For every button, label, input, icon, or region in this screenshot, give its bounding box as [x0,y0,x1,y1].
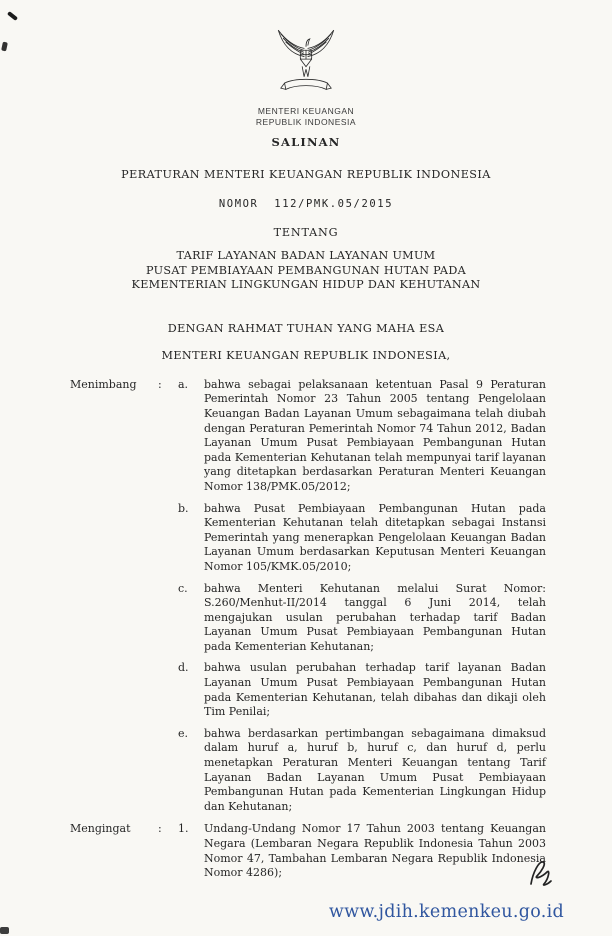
list-item-marker: a. [178,377,189,391]
issuer-line: MENTERI KEUANGAN REPUBLIK INDONESIA, [161,348,451,362]
list-item [178,378,546,495]
list-item-marker: 1. [178,822,189,836]
list-item [178,582,546,655]
letterhead [0,0,612,149]
menimbang-section [70,378,546,815]
mengingat-label: Mengingat [70,822,131,836]
list-item-text: bahwa berdasarkan pertimbangan sebagaimana dimaksud dalam huruf a, huruf b, huruf c, dan huruf d, perlu menetapkan Peraturan Menteri Keuangan tentang Tarif Layanan Badan Layanan Umum Pusat Pembiayaan Pembangunan Hutan pada Kementerian Lingkungan Hidup dan Kehutanan; [204,726,546,813]
regulation-subject [0,249,612,293]
list-item-marker: c. [178,581,188,595]
subject-line: PUSAT PEMBIAYAAN PEMBANGUNAN HUTAN PADA [146,263,466,277]
clause-colon: : [158,377,162,391]
ministry-country: REPUBLIK INDONESIA [255,117,357,127]
subject-line: TARIF LAYANAN BADAN LAYANAN UMUM [176,249,436,262]
list-item-marker: d. [178,661,189,675]
list-item-text: bahwa Menteri Kehutanan melalui Surat Nomor: S.260/Menhut-II/2014 tanggal 6 Juni 2014, telah mengajukan usulan perubahan terhadap tarif Badan Layanan Umum Pusat Pembiayaan Pembangunan Hutan pada Kementerian Kehutanan; [204,581,546,653]
preamble-clauses [0,378,612,881]
regulation-title: PERATURAN MENTERI KEUANGAN REPUBLIK INDONESIA [121,168,491,181]
title-block [0,168,612,362]
list-item [178,661,546,719]
list-item-text: bahwa usulan perubahan terhadap tarif layanan Badan Layanan Umum Pusat Pembiayaan Pembangunan Hutan pada Kementerian Kehutanan, telah dibahas dan dikaji oleh Tim Penilai; [204,661,546,719]
jdih-watermark-link[interactable]: www.jdih.kemenkeu.go.id [328,902,564,922]
list-item [178,822,546,880]
list-item [178,502,546,575]
ministry-name: MENTERI KEUANGAN [257,106,355,116]
tentang-label: TENTANG [273,226,339,239]
list-item-marker: b. [178,501,189,515]
garuda-pancasila-emblem-icon [268,20,344,102]
regulation-number: NOMOR 112/PMK.05/2015 [218,198,394,210]
salinan-label: SALINAN [271,135,341,149]
menimbang-label: Menimbang [70,377,137,391]
clause-colon: : [158,822,162,836]
handwritten-initial-mark [527,858,555,890]
mengingat-section [70,822,546,880]
list-item-text: bahwa sebagai pelaksanaan ketentuan Pasal 9 Peraturan Pemerintah Nomor 23 Tahun 2005 tentang Pengelolaan Keuangan Badan Layanan Umum sebagaimana telah diubah dengan Peraturan Pemerintah Nomor 74 Tahun 2012, Badan Layanan Umum Pusat Pembiayaan Pembangunan Hutan pada Kementerian Kehutanan telah mempunyai tarif layanan yang ditetapkan berdasarkan Peraturan Menteri Keuangan Nomor 138/PMK.05/2012; [204,377,546,493]
list-item-marker: e. [178,726,189,740]
list-item [178,727,546,815]
list-item-text: Undang-Undang Nomor 17 Tahun 2003 tentang Keuangan Negara (Lembaran Negara Republik Indonesia Tahun 2003 Nomor 47, Tambahan Lembaran Negara Republik Indonesia Nomor 4286); [204,822,546,880]
subject-line: KEMENTERIAN LINGKUNGAN HIDUP DAN KEHUTANAN [131,278,481,292]
list-item-text: bahwa Pusat Pembiayaan Pembangunan Hutan pada Kementerian Kehutanan telah ditetapkan sebagai Instansi Pemerintah yang menerapkan Pengelolaan Keuangan Badan Layanan Umum berdasarkan Keputusan Menteri Keuangan Nomor 105/KMK.05/2010; [204,501,546,573]
scan-artifact [0,927,9,934]
invocation-line: DENGAN RAHMAT TUHAN YANG MAHA ESA [167,321,445,335]
